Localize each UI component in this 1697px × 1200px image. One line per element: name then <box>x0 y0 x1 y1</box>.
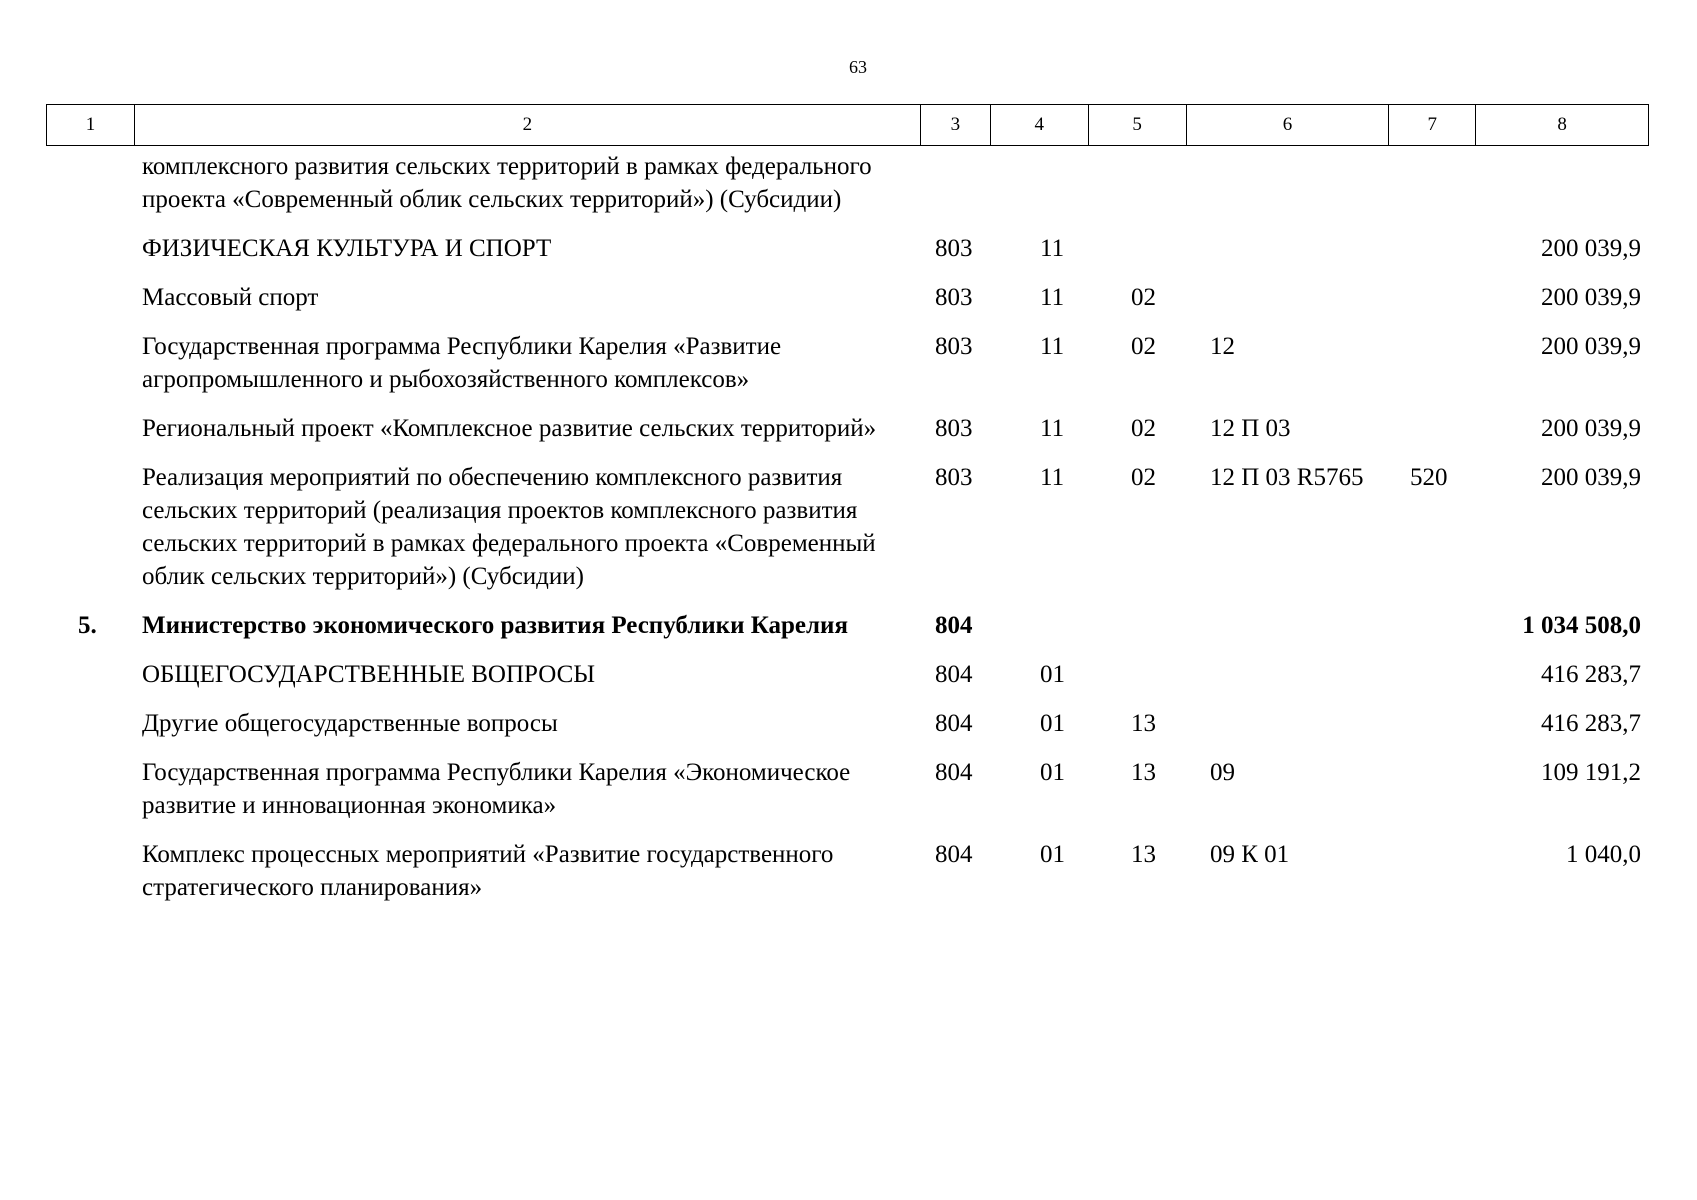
row-col-5: 13 <box>1131 759 1156 786</box>
row-col-8: 200 039,9 <box>1541 284 1641 311</box>
row-col-6: 12 П 03 R5765 <box>1210 464 1364 491</box>
row-col-7 <box>1389 756 1476 822</box>
row-col-5: 02 <box>1131 284 1156 311</box>
table-body <box>46 150 1649 904</box>
row-name: Массовый спорт <box>142 284 319 311</box>
table-row <box>46 232 1649 265</box>
table-row <box>46 756 1649 822</box>
row-col-7 <box>1389 707 1476 740</box>
row-col-4 <box>990 609 1088 642</box>
row-col-5: 13 <box>1131 710 1156 737</box>
row-col-3: 803 <box>935 415 973 442</box>
row-col-6: 12 <box>1210 333 1235 360</box>
row-col-8 <box>1476 150 1649 216</box>
row-col-4: 11 <box>1040 333 1065 360</box>
row-col-6 <box>1186 609 1389 642</box>
table-row <box>46 707 1649 740</box>
table-row <box>46 412 1649 445</box>
header-col-4: 4 <box>990 105 1088 145</box>
row-col-8: 200 039,9 <box>1541 235 1641 262</box>
row-col-7 <box>1389 838 1476 904</box>
table-header <box>46 104 1649 146</box>
row-col-7 <box>1389 232 1476 265</box>
header-col-1: 1 <box>85 114 96 135</box>
row-col-6: 12 П 03 <box>1210 415 1291 442</box>
row-name: ОБЩЕГОСУДАРСТВЕННЫЕ ВОПРОСЫ <box>142 661 596 688</box>
row-col-5 <box>1088 658 1186 691</box>
row-col-5 <box>1088 609 1186 642</box>
row-col-3: 804 <box>935 759 973 786</box>
row-name: Комплекс процессных мероприятий «Развитие государственного стратегического планирования» <box>142 841 834 901</box>
row-col-3: 803 <box>935 284 973 311</box>
row-col-6 <box>1186 232 1389 265</box>
header-col-6: 6 <box>1186 105 1389 145</box>
row-col-8: 109 191,2 <box>1541 759 1641 786</box>
row-col-4: 11 <box>1040 235 1065 262</box>
row-col-7 <box>1389 609 1476 642</box>
row-col-7 <box>1389 412 1476 445</box>
table-row <box>46 150 1649 216</box>
row-col-5: 13 <box>1131 841 1156 868</box>
row-col-6 <box>1186 658 1389 691</box>
row-col-5: 02 <box>1131 415 1156 442</box>
row-col-3: 804 <box>935 612 973 639</box>
row-col-3: 803 <box>935 333 973 360</box>
row-name: комплексного развития сельских территорий в рамках федерального проекта «Современный облик сельских территорий») (Субсидии) <box>142 153 872 213</box>
row-col-7 <box>1389 658 1476 691</box>
row-name: Государственная программа Республики Карелия «Экономическое развитие и инновационная экономика» <box>142 759 851 819</box>
table-row <box>46 281 1649 314</box>
budget-table <box>46 104 1649 904</box>
row-col-4: 01 <box>1040 710 1065 737</box>
row-col-6: 09 К 01 <box>1210 841 1290 868</box>
header-col-5: 5 <box>1088 105 1186 145</box>
row-col-7 <box>1389 150 1476 216</box>
row-col-6 <box>1186 281 1389 314</box>
row-col-8: 416 283,7 <box>1541 710 1641 737</box>
row-col-4: 01 <box>1040 841 1065 868</box>
row-col-4: 11 <box>1040 284 1065 311</box>
row-col-6: 09 <box>1210 759 1235 786</box>
row-col-4: 11 <box>1040 464 1065 491</box>
row-name: Министерство экономического развития Республики Карелия <box>142 612 848 639</box>
header-col-8: 8 <box>1475 105 1648 145</box>
row-name: Региональный проект «Комплексное развитие сельских территорий» <box>142 415 877 442</box>
row-col-3: 803 <box>935 235 973 262</box>
row-col-3: 803 <box>935 464 973 491</box>
row-col-7 <box>1389 281 1476 314</box>
row-col-8: 200 039,9 <box>1541 415 1641 442</box>
row-col-8: 416 283,7 <box>1541 661 1641 688</box>
row-col-4: 01 <box>1040 759 1065 786</box>
row-col-4: 11 <box>1040 415 1065 442</box>
row-col-7 <box>1389 330 1476 396</box>
row-col-5 <box>1088 150 1186 216</box>
row-col-8: 200 039,9 <box>1541 464 1641 491</box>
row-col-3: 804 <box>935 710 973 737</box>
row-col-8: 1 040,0 <box>1566 841 1641 868</box>
row-col-3: 804 <box>935 661 973 688</box>
header-col-2: 2 <box>134 105 920 145</box>
row-number: 5. <box>78 612 97 639</box>
row-col-8: 200 039,9 <box>1541 333 1641 360</box>
header-col-7: 7 <box>1388 105 1475 145</box>
row-col-3: 804 <box>935 841 973 868</box>
row-col-6 <box>1186 707 1389 740</box>
row-col-3 <box>920 150 990 216</box>
row-name: ФИЗИЧЕСКАЯ КУЛЬТУРА И СПОРТ <box>142 235 552 262</box>
row-col-5: 02 <box>1131 464 1156 491</box>
row-col-5: 02 <box>1131 333 1156 360</box>
page-number: 63 <box>849 57 867 77</box>
row-col-7: 520 <box>1410 464 1448 491</box>
row-col-8: 1 034 508,0 <box>1522 612 1641 639</box>
table-row <box>46 609 1649 642</box>
header-col-3: 3 <box>920 105 990 145</box>
table-row <box>46 838 1649 904</box>
table-row <box>46 658 1649 691</box>
table-row <box>46 330 1649 396</box>
row-name: Государственная программа Республики Карелия «Развитие агропромышленного и рыбохозяйственного комплексов» <box>142 333 782 393</box>
row-name: Другие общегосударственные вопросы <box>142 710 558 737</box>
row-col-4: 01 <box>1040 661 1065 688</box>
table-row <box>46 461 1649 593</box>
row-col-6 <box>1186 150 1389 216</box>
row-col-4 <box>990 150 1088 216</box>
row-name: Реализация мероприятий по обеспечению комплексного развития сельских территорий (реализация проектов комплексного развития сельских территорий в рамках федерального проекта «Современный облик сельских территорий») (Субсидии) <box>142 464 876 590</box>
row-col-5 <box>1088 232 1186 265</box>
